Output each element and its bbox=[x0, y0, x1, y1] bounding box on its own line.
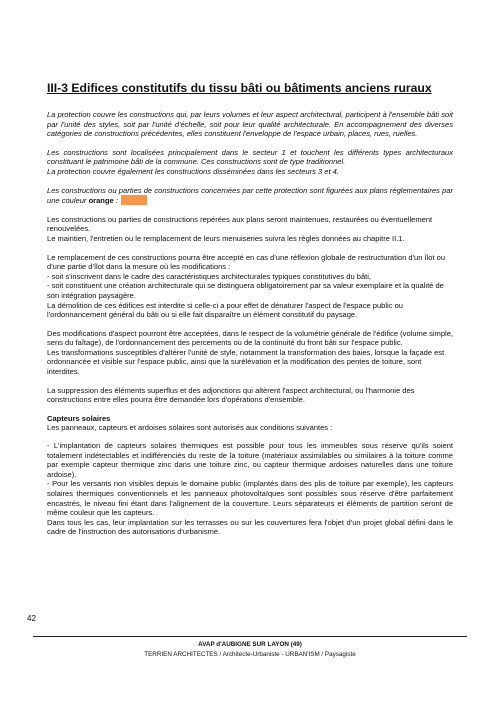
rules-replacement-item-1: - soit s'inscrivent dans le cadre des caractéristiques architecturales typiques constitutives du bâti, bbox=[47, 271, 372, 281]
intro-paragraph-2 bbox=[47, 148, 453, 177]
page-footer bbox=[0, 640, 500, 659]
solar-rule-1: - L'implantation de capteurs solaires thermiques est possible pour tous les immeubles sous réserve qu'ils soient totalement indétectables et indifférenciés du reste de la toiture (matériaux assimilables ou similaires à la toiture comme par exemple capteur thermique zinc dans une toiture zinc, ou capteur thermique ardoises naturelles dans une toiture ardoise). bbox=[47, 441, 453, 479]
intro-paragraph-1: La protection couvre les constructions qui, par leurs volumes et leur aspect architectural, participent à l'ensemble bâti soit par l'unité des styles, soit par l'unité d'échelle, soit pour leur qualité architecturale. En accompagnement des diverses catégories de constructions précédentes, elles constituent l'enveloppe de l'espace urbain, places, rues, ruelles. bbox=[47, 110, 453, 139]
rules-modifications-text: Des modifications d'aspect pourront être acceptées, dans le respect de la volumétrie générale de l'édifice (volume simple, sens du faîtage), de l'ordonnancement des percements ou de la continuité du front bâti sur l'espace public. bbox=[47, 328, 454, 348]
footer-divider bbox=[33, 636, 467, 637]
footer-project-title: AVAP d'AUBIGNE SUR LAYON (49) bbox=[198, 641, 302, 648]
rules-transformations-text: Les transformations susceptibles d'altérer l'unité de style, notamment la transformation des baies, lorsque la façade est ordonnancée et visible sur l'espace public, ainsi que la surélévation et la modification des pentes de toiture, sont interdites. bbox=[47, 347, 445, 377]
rules-joinery-text: Le maintien, l'entretien ou le remplacement de leurs menuiseries suivra les règles données au chapitre II.1. bbox=[47, 233, 405, 243]
orange-legend-swatch bbox=[121, 195, 147, 205]
legend-colon: : bbox=[113, 196, 118, 206]
solar-rule-3: Dans tous les cas, leur implantation sur les terrasses ou sur les couvertures fera l'objet d'un projet global défini dans le cadre de l'instruction des autorisations d'urbanisme. bbox=[47, 517, 453, 537]
rules-paragraph-3 bbox=[47, 329, 453, 377]
rules-paragraph-4: La suppression des éléments superflus et des adjonctions qui altèrent l'aspect architectural, ou l'harmonie des constructions entre elles pourra être demandée lors d'opérations d'ensemble. bbox=[47, 385, 415, 405]
rules-paragraph-1 bbox=[47, 215, 453, 244]
section-title: III-3 Edifices constitutifs du tissu bâti ou bâtiments anciens ruraux bbox=[47, 81, 432, 95]
rules-demolition-text: La démolition de ces édifices est interdite si celle-ci a pour effet de dénaturer l'aspect de l'espace public ou l'ordonnancement général du bâti ou si elle fait disparaître un élément constitutif du paysage. bbox=[47, 300, 403, 320]
rules-maintain-text: Les constructions ou parties de constructions repérées aux plans seront maintenues, restaurées ou éventuellement renouvelées. bbox=[47, 214, 433, 234]
legend-color-word: orange bbox=[88, 196, 114, 206]
document-body bbox=[47, 110, 453, 546]
solar-heading: Capteurs solaires bbox=[47, 413, 111, 423]
solar-rule-2: - Pour les versants non visibles depuis le domaine public (implantés dans des plis de toiture par exemple), les capteurs solaires thermiques conventionnels et les panneaux photovoltaïques sont possibles sous réserve d'être parfaitement encastrés, le niveau fini étant dans l'alignement de la couverture. Leurs séparateurs et éléments de partition seront de même couleur que les capteurs. bbox=[47, 479, 453, 518]
solar-section bbox=[47, 414, 453, 433]
page-number: 42 bbox=[27, 614, 36, 623]
rules-paragraph-2 bbox=[47, 253, 453, 320]
legend-text: Les constructions ou parties de constructions concernées par cette protection sont figurées aux plans réglementaires par une couleur bbox=[47, 185, 453, 206]
rules-replacement-text: Le remplacement de ces constructions pourra être accepté en cas d'une réflexion globale de restructuration d'un îlot ou d'une partie d'îlot dans la mesure où les modifications : bbox=[47, 252, 446, 272]
solar-rules bbox=[47, 441, 453, 537]
footer-authors: TERRIEN ARCHITECTES / Architecte-Urbaniste - URBAN'ISM / Paysagiste bbox=[144, 650, 356, 658]
rules-replacement-item-2: - soit constituent une création architecturale qui se distinguera obligatoirement par sa valeur exemplaire et la qualité de son intégration paysagère. bbox=[47, 281, 444, 300]
intro-dissemination-text: La protection couvre également les constructions disséminées dans les secteurs 3 et 4. bbox=[47, 166, 339, 176]
intro-legend-paragraph bbox=[47, 186, 453, 206]
solar-intro: Les panneaux, capteurs et ardoises solaires sont autorisés aux conditions suivantes : bbox=[47, 423, 333, 433]
intro-localisation-text: Les constructions sont localisées principalement dans le secteur 1 et touchent les différents types architecturaux constituant le patrimoine bâti de la commune. Ces constructions sont de type traditionnel. bbox=[47, 147, 453, 167]
